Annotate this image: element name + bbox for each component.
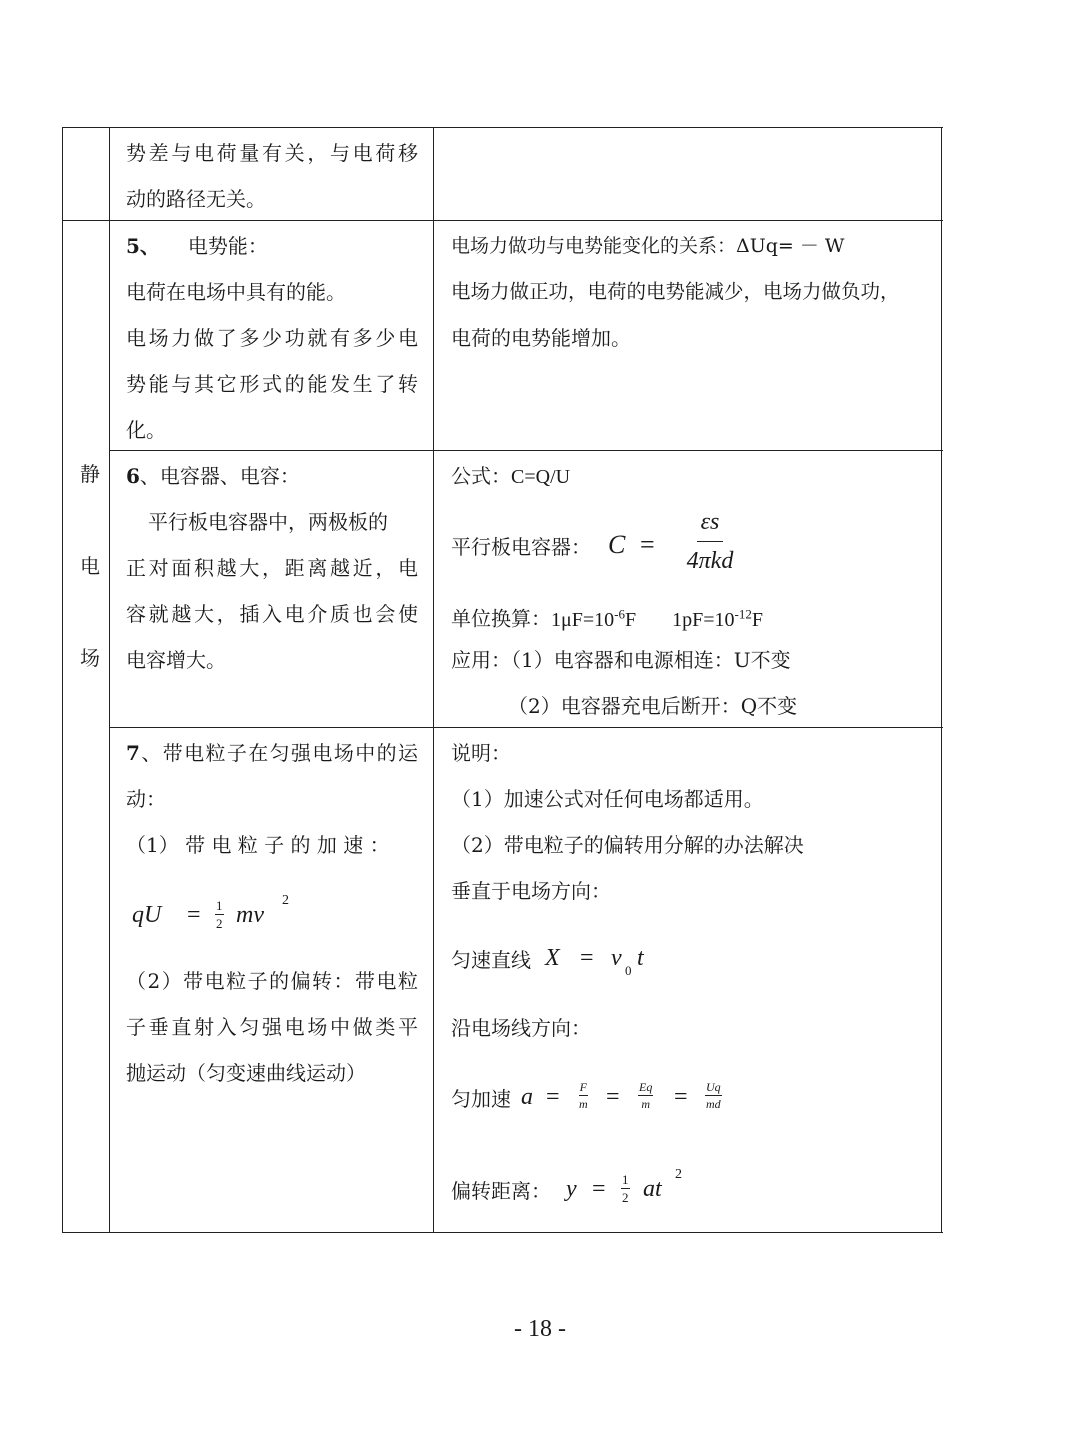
text-line: 动的路径无关。 [126,187,266,211]
acceleration-label: 匀加速 [451,1087,511,1111]
fraction-denominator: 4πkd [686,548,734,574]
table-rule [109,727,943,728]
text-line: 子垂直射入匀强电场中做类平 [126,1015,418,1039]
formula-var: qU [132,902,162,928]
category-char: 静 [80,462,100,486]
fraction [705,1081,722,1110]
formula-var: t [637,945,644,971]
fraction-numerator: Eq [639,1080,653,1094]
text-line: 电荷的电势能增加。 [451,326,631,350]
fraction-denominator: 2 [216,916,223,931]
formula-var: a [521,1084,533,1110]
capacitance-fraction [672,509,748,574]
text-line: 容就越大，插入电介质也会使 [126,602,418,626]
table-rule [62,1232,943,1233]
capacitance-formula: C=Q/U [511,466,571,488]
fraction [578,1081,589,1110]
table-rule [62,127,943,128]
unit-f: F [751,608,763,631]
fraction-numerator: F [579,1080,587,1094]
fraction-denominator: m [641,1097,650,1111]
text-line: 应用：（1）电容器和电源相连：U不变 [451,648,791,672]
exponent: -6 [614,606,625,621]
text-line: 电荷在电场中具有的能。 [126,280,346,304]
section-heading [126,234,268,258]
formula-equals: = [592,1176,606,1202]
text-line: 电场力做正功，电荷的电势能减少，电场力做负功， [451,280,900,303]
text-line: （2）带电粒子的偏转用分解的办法解决 [451,833,804,857]
unit-label: 单位换算： [451,606,551,631]
table-rule [109,450,943,451]
deflection-label: 偏转距离： [451,1179,551,1203]
text-line: 动： [126,787,166,811]
exponent: 2 [282,893,289,908]
text-line: 势能与其它形式的能发生了转 [126,372,418,396]
text-line: 沿电场线方向： [451,1016,591,1040]
half-fraction [215,899,224,930]
section-title: 、带电粒子在匀强电场中的运 [139,741,418,765]
fraction-denominator: m [579,1097,588,1111]
section-heading [126,741,418,765]
formula-var: mv [236,902,264,928]
unit-f: F [624,608,637,631]
fraction-numerator: 1 [216,898,223,913]
parallel-plate-label: 平行板电容器： [451,535,591,559]
unit-conversion [451,602,763,632]
formula-label: 公式： [451,464,511,488]
table-rule [433,127,434,1233]
text-line: 化。 [126,418,166,442]
unit-microfarad: 1μF=10 [551,608,615,631]
formula-equals: = [674,1084,688,1110]
text-line: 正对面积越大，距离越近，电 [126,556,418,580]
formula-equals: = [640,530,655,559]
unit-picofarad: 1pF=10 [672,608,735,631]
table-rule [62,220,943,221]
section-heading [126,464,300,488]
uniform-motion-label: 匀速直线 [451,948,531,972]
section-title: 、电容器、电容： [139,464,300,488]
subscript: 0 [625,963,632,978]
exponent: -12 [734,606,752,621]
text-line: 平行板电容器中，两极板的 [148,510,388,534]
formula-equals: = [580,945,594,971]
text-line: 抛运动（匀变速曲线运动） [126,1061,366,1085]
text-line: 电场力做功与电势能变化的关系：ΔUq= － W [451,235,845,257]
formula-var-c: C [608,530,626,559]
formula-var: at [643,1176,662,1202]
formula-var: v [611,945,622,971]
page-number: - 18 - [514,1316,566,1342]
table-rule [109,127,110,1233]
text-line: 电容增大。 [126,648,226,672]
category-char: 电 [80,554,100,578]
formula-line [451,464,570,489]
fraction-denominator: md [706,1097,721,1111]
text-line: 说明： [451,741,511,765]
fraction [638,1081,653,1110]
formula-equals: = [606,1084,620,1110]
text-line: （2）电容器充电后断开：Q不变 [508,694,798,718]
formula-var: y [566,1176,577,1202]
section-number: 5、 [126,234,160,258]
section-number: 7 [126,741,140,765]
text-line: 垂直于电场方向： [451,879,611,903]
section-number: 6 [126,464,140,488]
fraction-denominator: 2 [622,1190,629,1205]
table-rule [62,127,63,1233]
exponent: 2 [675,1167,682,1182]
fraction-numerator: εs [697,509,724,542]
formula-var: X [545,945,560,971]
half-fraction [621,1173,630,1204]
formula-equals: = [546,1084,560,1110]
fraction-numerator: Uq [706,1080,721,1094]
text-line: （1） 带 电 粒 子 的 加 速 ： [126,833,390,857]
text-line: （2）带电粒子的偏转：带电粒 [126,969,418,993]
text-line: 势差与电荷量有关，与电荷移 [126,141,418,165]
table-rule [941,127,942,1233]
formula-equals: = [187,902,201,928]
category-char: 场 [80,646,100,670]
text-line: 电场力做了多少功就有多少电 [126,326,418,350]
text-line: （1）加速公式对任何电场都适用。 [451,787,764,811]
fraction-numerator: 1 [622,1172,629,1187]
section-title: 电势能： [187,234,268,258]
